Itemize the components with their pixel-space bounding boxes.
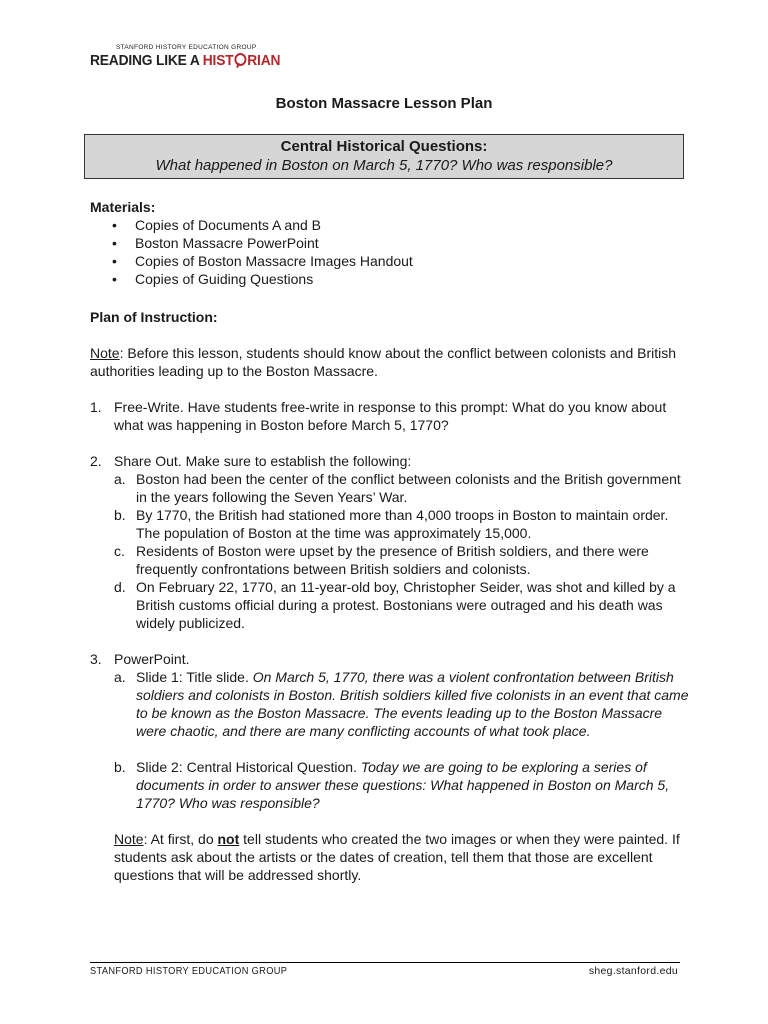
step-text: Share Out. Make sure to establish the following: — [114, 453, 412, 469]
magnifier-icon — [234, 53, 246, 66]
logo-org-name: STANFORD HISTORY EDUCATION GROUP — [116, 44, 257, 51]
sub-item-text: Boston had been the center of the conflict between colonists and the British government in the years following the Seven Years’ War. — [136, 471, 681, 505]
list-item: • Copies of Boston Massacre Images Handout — [90, 252, 690, 270]
note-text-post: tell students who created the two images or when they were painted. If students ask about the artists or the dates of creation, tell them that those are excellent questions that will be addressed shortly. — [114, 831, 680, 883]
step-note — [114, 830, 690, 884]
sub-item-text: By 1770, the British had stationed more than 4,000 troops in Boston to maintain order. The population of Boston at the time was approximately 15,000. — [136, 507, 669, 541]
note-label: Note — [90, 345, 120, 361]
plan-heading: Plan of Instruction: — [90, 309, 218, 325]
central-question-box — [84, 134, 684, 179]
page-title: Boston Massacre Lesson Plan — [275, 95, 493, 112]
step-2 — [90, 452, 690, 632]
list-item: • Copies of Documents A and B — [90, 216, 690, 234]
sub-item-letter: a. — [114, 471, 126, 487]
sub-item-letter: a. — [114, 669, 126, 685]
step-3 — [90, 650, 690, 884]
central-question-text: What happened in Boston on March 5, 1770? Who was responsible? — [155, 157, 613, 174]
sub-item-letter: d. — [114, 579, 126, 595]
step-number: 1. — [90, 399, 102, 415]
step-1 — [90, 398, 690, 434]
logo-wordmark-accent-1: HIST — [202, 52, 234, 69]
step-text: Free-Write. Have students free-write in response to this prompt: What do you know about what was happening in Boston before March 5, 1770? — [114, 399, 667, 433]
note-emphasis: not — [217, 831, 240, 847]
lesson-content — [90, 198, 690, 884]
sub-item — [114, 542, 690, 578]
slide-script: Today we are going to be exploring a series of documents in order to answer these questions: What happened in Boston on March 5, 1770? Who was responsible? — [136, 759, 670, 811]
step-number: 3. — [90, 651, 102, 667]
slide-script: On March 5, 1770, there was a violent confrontation between British soldiers and colonists in Boston. British soldiers killed five colonists in an event that came to be known as the Boston Massacre. The events leading up to the Boston Massacre were chaotic, and there are many conflicting accounts of what took place. — [136, 669, 689, 739]
note-text-pre: : At first, do — [143, 831, 218, 847]
logo — [90, 44, 297, 69]
sub-item — [114, 470, 690, 506]
intro-note — [90, 344, 690, 380]
note-text: : Before this lesson, students should know about the conflict between colonists and British authorities leading up to the Boston Massacre. — [90, 345, 677, 379]
slide-label: Slide 2: Central Historical Question. — [136, 759, 361, 775]
footer-url: sheg.stanford.edu — [588, 965, 678, 977]
materials-list — [90, 216, 690, 288]
sub-item-letter: c. — [114, 543, 125, 559]
step-text: PowerPoint. — [114, 651, 190, 667]
materials-heading: Materials: — [90, 199, 156, 215]
step-number: 2. — [90, 453, 102, 469]
logo-wordmark — [90, 52, 280, 69]
footer-org: STANFORD HISTORY EDUCATION GROUP — [90, 965, 288, 977]
list-item: • Boston Massacre PowerPoint — [90, 234, 690, 252]
list-item: • Copies of Guiding Questions — [90, 270, 690, 288]
note-label: Note — [114, 831, 144, 847]
footer-divider — [90, 962, 680, 963]
sub-item — [114, 668, 690, 740]
logo-wordmark-start: READING LIKE A — [90, 52, 203, 69]
sub-item — [114, 506, 690, 542]
central-question-heading: Central Historical Questions: — [280, 138, 488, 155]
sub-item-letter: b. — [114, 507, 126, 523]
slide-label: Slide 1: Title slide. — [136, 669, 253, 685]
sub-item — [114, 758, 690, 812]
sub-item-letter: b. — [114, 759, 126, 775]
sub-item — [114, 578, 690, 632]
logo-wordmark-accent-2: RIAN — [247, 52, 281, 69]
sub-item-text: On February 22, 1770, an 11-year-old boy, Christopher Seider, was shot and killed by a British customs official during a protest. Bostonians were outraged and his death was widely publicized. — [136, 579, 676, 631]
sub-item-text: Residents of Boston were upset by the presence of British soldiers, and there were frequently confrontations between British soldiers and colonists. — [136, 543, 649, 577]
